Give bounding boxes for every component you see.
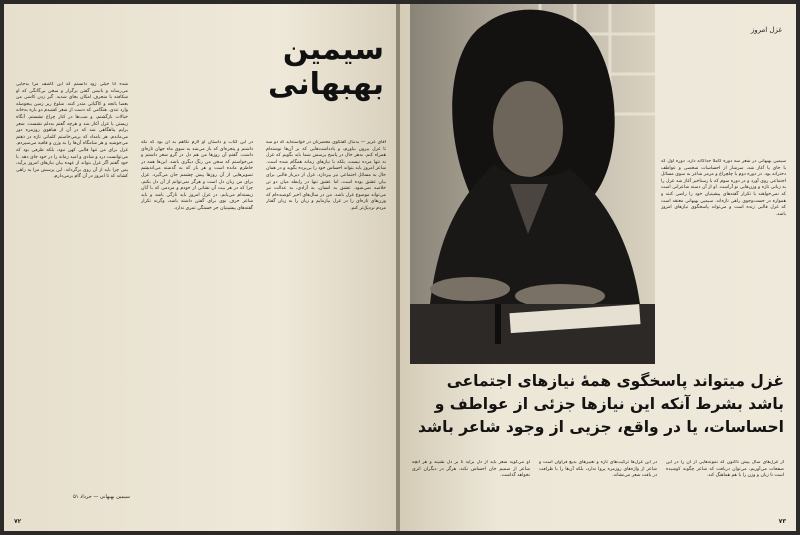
left-page [4,4,397,531]
page-number-right: ۷۳ [778,518,786,525]
text-column-right: آقای عزیز — بدنبال گفتگوی محضرتان در خواسته‌اید که دو سه تا غزل بیرون بیاورم، و یادداشت‌هایی که بر آن‌ها نوشته‌ام همراه کنم. به‌هر حال در پاسخ پرسش شما باید بگویم که غزل نه تنها مرده نیست، بلکه با نیازهای زمانه همگام شده است. شاعر امروز باید بتواند احساس خود را بی‌پرده بگوید و در همان حال به مسائل اجتماعی نیز بپردازد. غزل از دیرباز قالبی برای بیان عشق بوده است، اما عشق تنها در رابطه میان دو تن خلاصه نمی‌شود. عشق به انسان، به آزادی، به عدالت نیز می‌تواند موضوع غزل باشد. من در سال‌های اخیر کوشیده‌ام که وزن‌های تازه‌ای را در غزل بیازمایم و زبان را به زبان گفتار مردم نزدیک‌تر کنم. [266,140,386,211]
text-column-left: شده‌ انا حیلی زود دانستم که این کاشف مرا به‌جایی می‌رساند و بانیس گفتن برگزار و سخن بی‌گانگی که او شکافته با منحرف امکان بجای شدید. گیر زدن کاشی من بعضا باتجه و کاگیاتی متدر کنند. شلوغ ریز زمین بیحوصله وارد تندی. هنگامی که دست از شعر کشیدم دو باره به‌خانه خیالات بازگشتم، و شب‌ها در کنار چراغ نشستم. آنگاه زیستن با غزل آغاز شد و هرچه گفتم به‌دلم نشست. شعر برایم پناهگاهی شد که در آن از هیاهوی روزمره دور می‌ماندم. هر بامداد که برمی‌خاستم کلماتی تازه در ذهنم می‌جوشید و هر شامگاه آن‌ها را به وزن و قافیه می‌سپردم. غزل برای من تنها قالبی کهن نبود، بلکه ظرفی بود که می‌توانست درد و شادی و امید زمانه را در خود جای دهد. با خود گفتم اگر غزل بتواند از عهده بیان نیازهای امروز برآید، پس چرا باید از آن روی برگرداند. این پرسش مرا به راهی کشاند که تا امروز در آن گام برمی‌دارم. [16,82,128,180]
bottom-column-right: از غزل‌های سال پیش تاکنون که نمونه‌هایی از آن را در این صفحات می‌آوریم، می‌توان دریافت که شاعر چگونه کوشیده است تا زبان و وزن را با هم هماهنگ کند. [666,460,784,479]
text-column-middle: در این کتاب و داستان او لازم نگاهم به آن بود که نگه داشتم و پنجره‌ای که باز می‌شد به سوی ماه جهان تازه‌ای داشت. گفتم آن روزها من هم دل در گرو شعر داشتم و می‌خواستم که سخن من رنگ دیگری باشد. این‌ها همه در خاطرم مانده است و هر بار که به گذشته می‌اندیشم تصویرهایی از آن روزها پیش چشمم جان می‌گیرد. غزل برای من زبان دل است و هرگز نمی‌توانم از آن دل بکنم، چرا که در هر بیت آن نشانی از خودم و مردمی که با آنان زیسته‌ام می‌یابم. در غزل امروز باید تازگی باشد و باید شاعر حرف نوی برای گفتن داشته باشد، وگرنه تکرار گفته‌های پیشینیان جز خستگی ثمری ندارد. [141,140,253,211]
signoff: سیمین بهبهانی — خرداد ۵۱ [73,494,130,500]
section-header: غزل امروز [750,26,782,34]
bottom-column-left: او می‌گوید شعر باید از دل برآید تا بر دل نشیند و هر آنچه شاعر از صمیم جان احساس نکند، هرگز در دیگران اثری نخواهد گذاشت. [412,460,530,479]
right-page [400,4,796,531]
portrait-photo [410,4,655,364]
article-title: سیمین بهبهانی [267,32,384,102]
bottom-column-middle: در این غزل‌ها ترکیب‌های تازه و تعبیرهای بدیع فراوان است و شاعر از واژه‌های روزمره پروا ندارد، بلکه آن‌ها را با ظرافت در بافت شعر می‌نشاند. [539,460,657,479]
magazine-spread [4,4,796,531]
page-number-left: ۷۲ [14,518,22,525]
intro-column: سیمین بهبهانی در شعر سه دوره کاملا جداگانه دارد. دوره اول که با جای پا آغاز شد، سرشار از احساسات شخصی و عواطف دخترانه بود. در دوره دوم با چلچراغ و مرمر شاعر به سوی مسائل اجتماعی روی آورد و در دوره سوم که با رستاخیز آغاز شد غزل را به زبانی تازه و وزن‌هایی نو آراست. او از آن دسته شاعرانی است که نمی‌خواهند با تکرار گفته‌های پیشینیان خود را راضی کنند و همواره در جست‌وجوی راهی تازه‌اند. سیمین بهبهانی معتقد است که غزل قالبی زنده است و می‌تواند پاسخگوی نیازهای امروز باشد. [661,159,786,217]
pull-quote: غزل میتواند پاسخگوی همهٔ نیازهای اجتماعی باشد بشرط آنکه این نیازها جزئی از عواطف و احساسات، یا در واقع، جزیی از وجود شاعر باشد [417,372,784,436]
bottom-columns [412,460,784,522]
left-page-columns [16,82,388,504]
